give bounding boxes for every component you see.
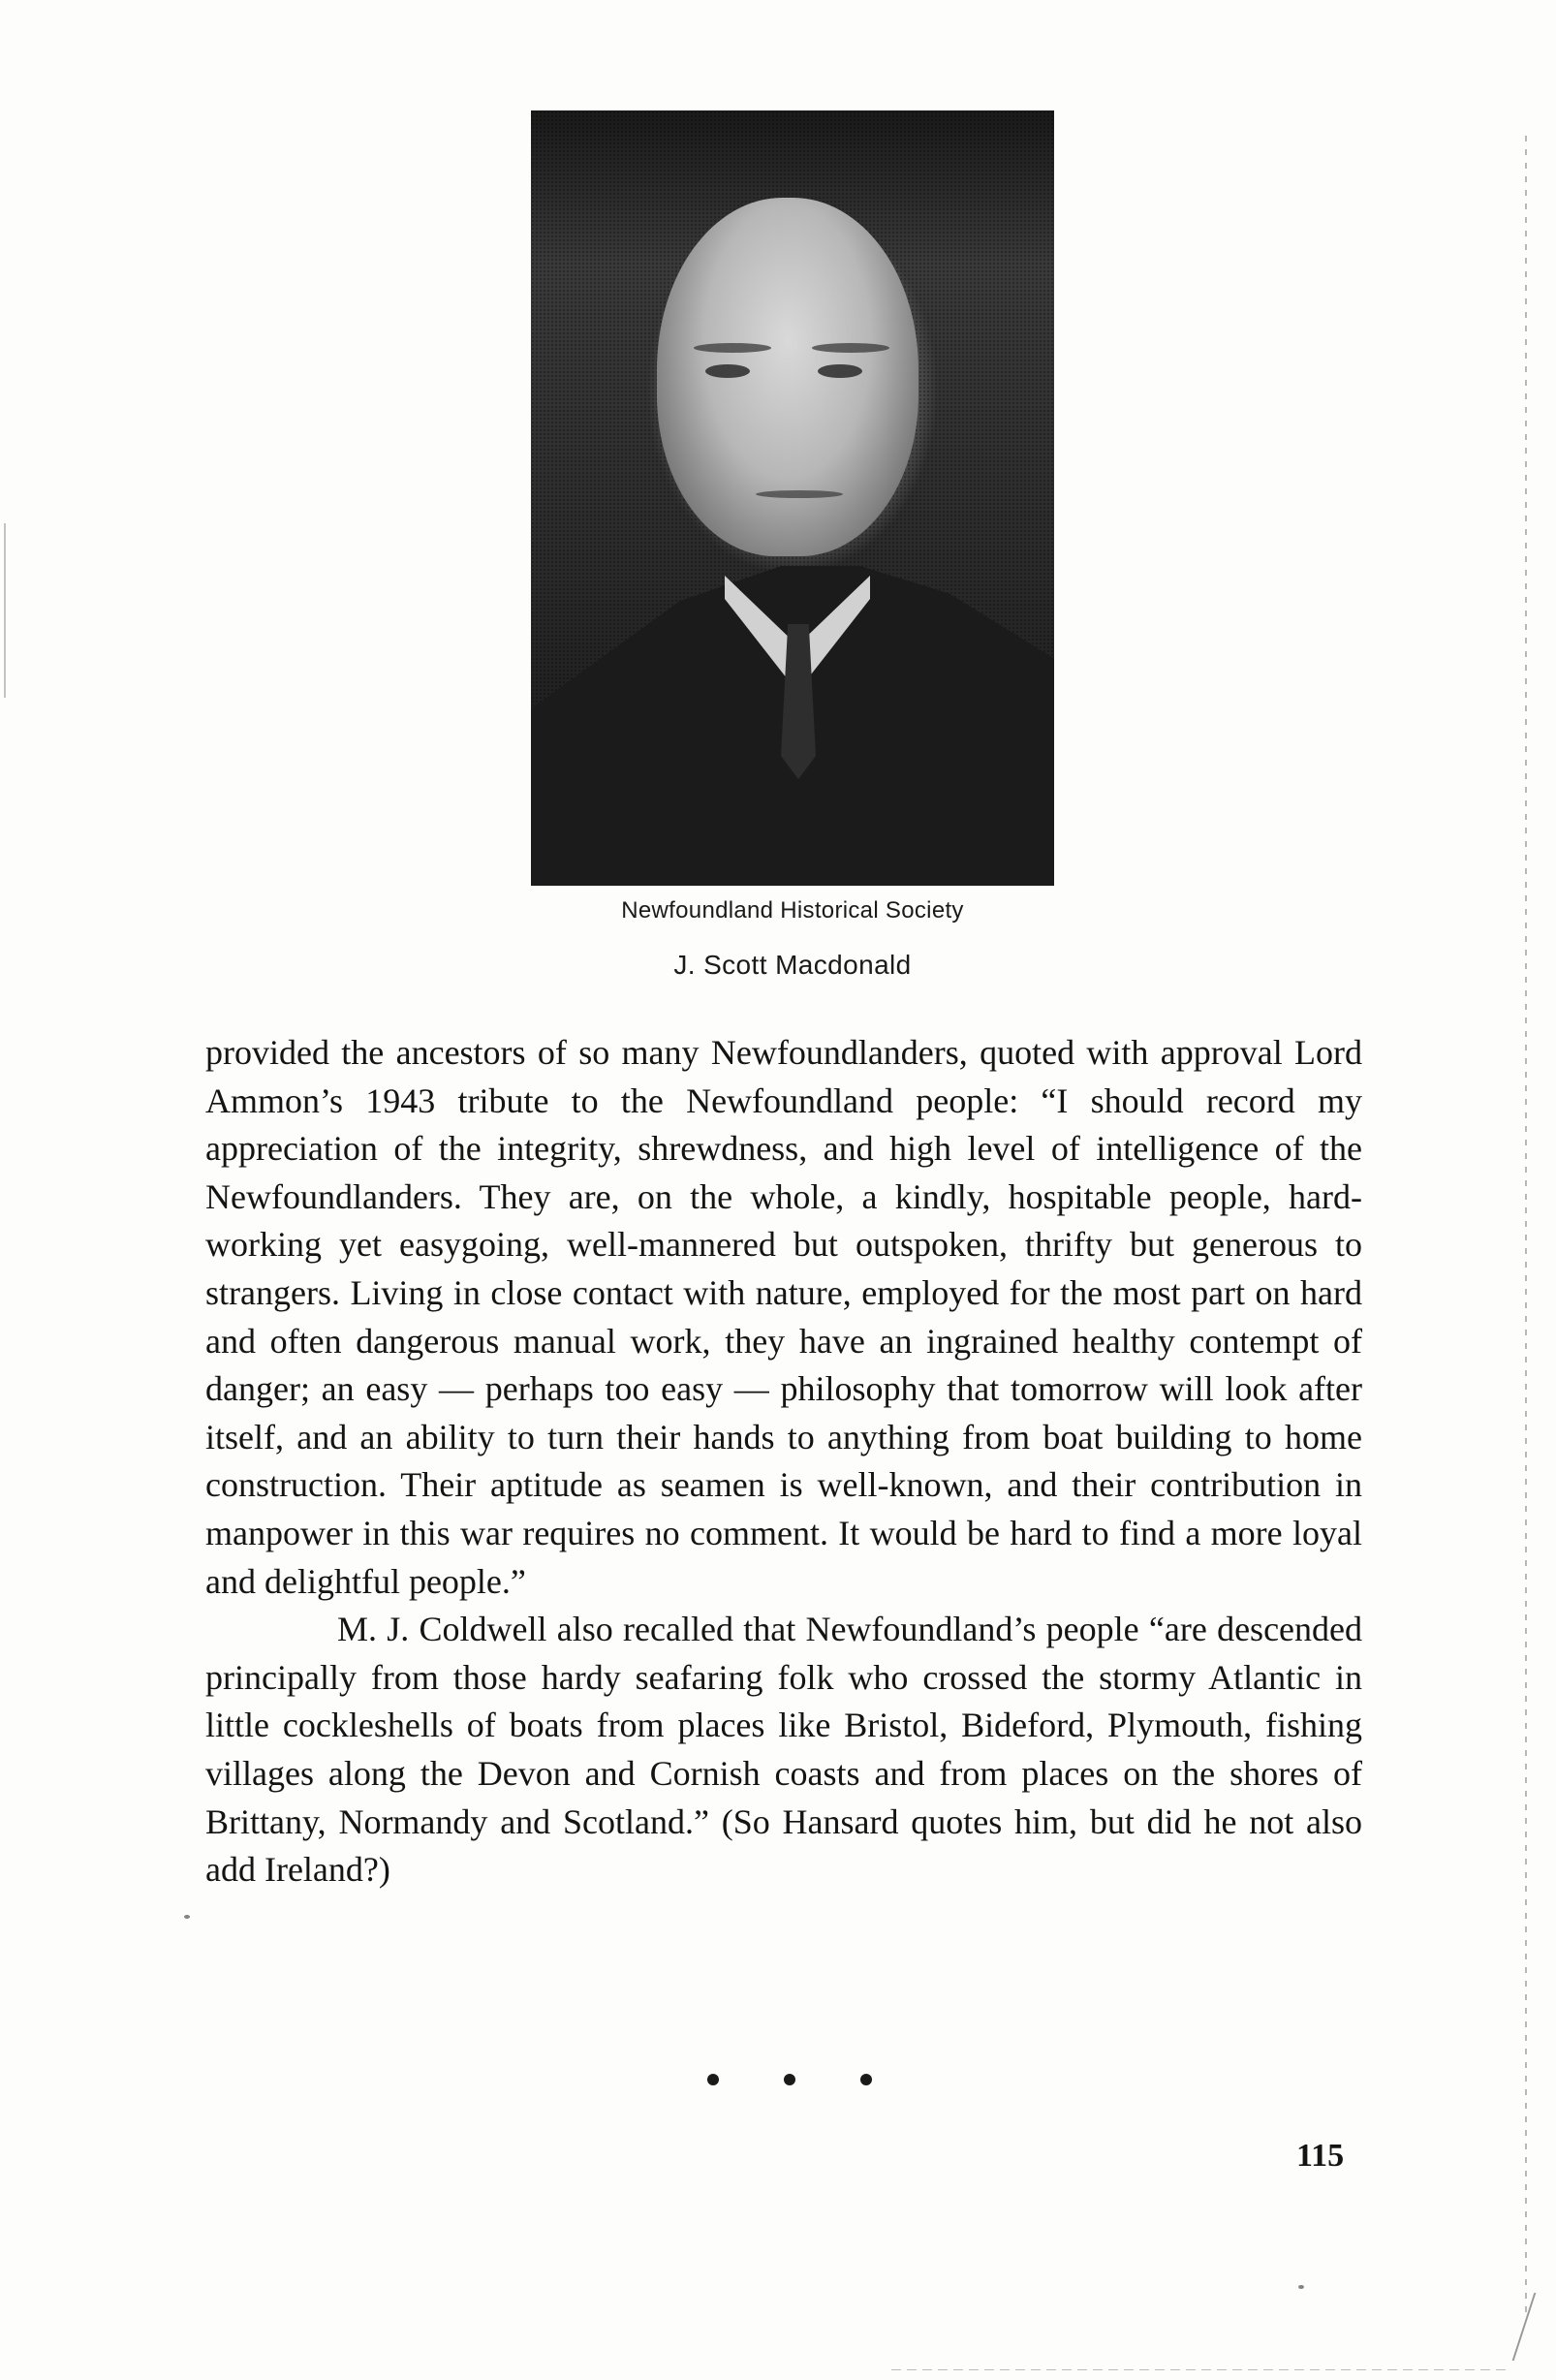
section-separator [707,2074,872,2085]
portrait-head [657,198,918,556]
scan-edge-bottom [891,2369,1511,2370]
scan-speck [184,1915,190,1919]
scan-edge-right [1525,136,1527,2316]
separator-dot [860,2074,872,2085]
scan-speck [1298,2285,1304,2289]
portrait-left-brow [694,343,771,353]
photo-credit: Newfoundland Historical Society [621,897,964,924]
paragraph-1: provided the ancestors of so many Newfoundlanders, quoted with approval Lord Ammon’s 1943 tribute to the Newfoundland people: “I should record my appreciation of the integrity, shrewdness, and high level of intelligence of the Newfoundlanders. They are, on the whole, a kindly, hospitable people, hard-working yet easygoing, well-mannered but outspoken, thrifty but generous to strangers. Living in close contact with nature, employed for the most part on hard and often dangerous manual work, they have an ingrained healthy contempt of danger; an easy — perhaps too easy — philosophy that tomorrow will look after itself, and an ability to turn their hands to anything from boat building to home construction. Their aptitude as seamen is well-known, and their contribution in manpower in this war requires no comment. It would be hard to find a more loyal and delightful people.” [205,1033,1362,1601]
portrait-right-brow [812,343,889,353]
paragraph-2: M. J. Coldwell also recalled that Newfoundland’s people “are descended principally from those hardy seafaring folk who crossed the stormy Atlantic in little cockleshells of boats from places like Bristol, Bideford, Plymouth, fishing villages along the Devon and Cornish coasts and from places on the shores of Brittany, Normandy and Scotland.” (So Hansard quotes him, but did he not also add Ireland?) [205,1610,1362,1890]
portrait-left-eye [705,364,750,378]
scan-edge-left [4,523,6,698]
body-text [205,1029,1362,1895]
portrait-photo [531,110,1054,886]
portrait-mouth [756,490,843,498]
separator-dot [784,2074,795,2085]
scan-corner-mark [1512,2293,1556,2361]
page-number: 115 [1296,2138,1345,2174]
separator-dot [707,2074,719,2085]
photo-caption: J. Scott Macdonald [673,950,912,980]
portrait-right-eye [818,364,862,378]
